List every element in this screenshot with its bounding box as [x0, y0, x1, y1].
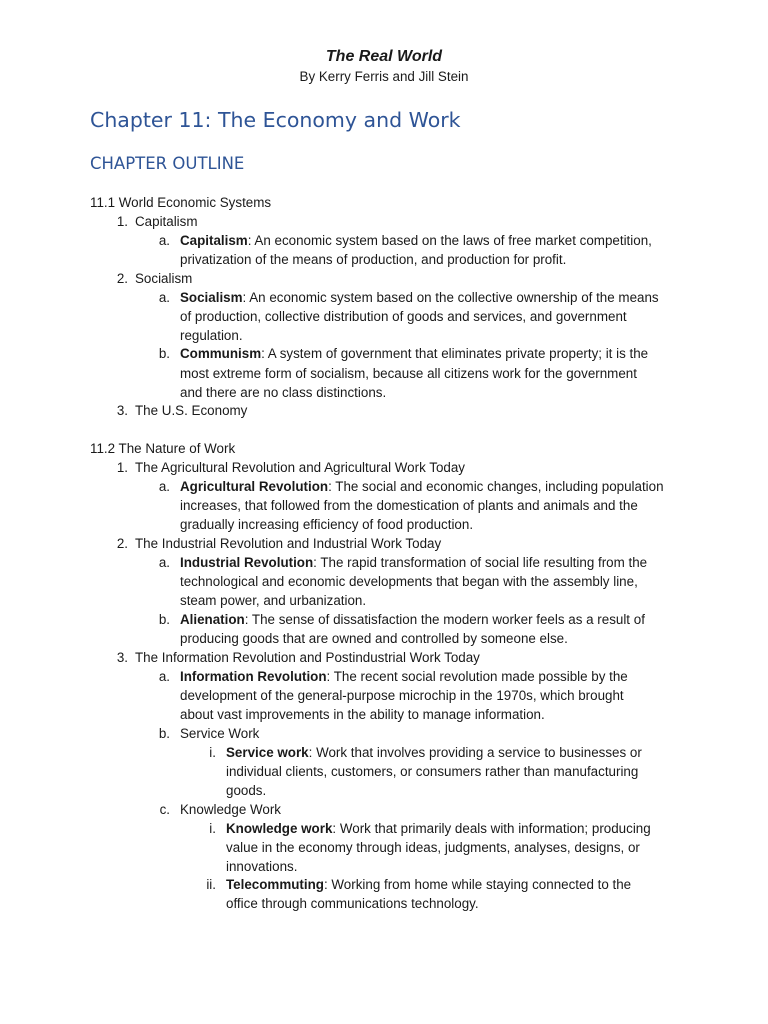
definition-line: and there are no class distinctions. — [180, 385, 387, 400]
term: Industrial Revolution — [180, 555, 314, 570]
section-heading: 11.2 The Nature of Work — [90, 441, 236, 456]
list-item: The U.S. Economy — [135, 403, 248, 418]
definition-line: regulation. — [180, 328, 243, 343]
list-number: 2. — [116, 271, 128, 286]
list-item: Knowledge Work — [180, 802, 281, 817]
section-heading: 11.1 World Economic Systems — [90, 195, 272, 210]
definition-line: of production, collective distribution of goods and services, and government — [180, 309, 627, 324]
definition-text: : An economic system based on the collective ownership of the means — [242, 290, 659, 305]
list-roman: ii. — [206, 877, 216, 892]
list-number: 3. — [116, 403, 128, 418]
list-roman: i. — [209, 745, 216, 760]
definition-text: : An economic system based on the laws of free market competition, — [247, 233, 652, 248]
definition-line: individual clients, customers, or consumers rather than manufacturing — [226, 764, 639, 779]
definition-line: privatization of the means of production, and production for profit. — [180, 252, 567, 267]
definition-text: : Working from home while staying connected to the — [323, 877, 632, 892]
definition-line: office through communications technology. — [226, 896, 479, 911]
list-number: 1. — [116, 214, 128, 229]
term: Telecommuting — [226, 877, 324, 892]
definition-text: : Work that primarily deals with information; producing — [332, 821, 651, 836]
definition-line — [180, 554, 675, 573]
definition-line — [226, 744, 681, 763]
definition-line: producing goods that are owned and controlled by someone else. — [180, 631, 568, 646]
definition-line — [180, 611, 675, 630]
list-letter: b. — [158, 346, 170, 361]
term: Information Revolution — [180, 669, 327, 684]
definition-line: most extreme form of socialism, because all citizens work for the government — [180, 366, 637, 381]
book-title: The Real World — [325, 48, 443, 65]
term: Agricultural Revolution — [180, 479, 329, 494]
list-letter: b. — [158, 726, 170, 741]
list-item: The Industrial Revolution and Industrial Work Today — [135, 536, 442, 551]
definition-line — [226, 820, 681, 839]
list-letter: b. — [158, 612, 170, 627]
list-number: 3. — [116, 650, 128, 665]
definition-text: : The social and economic changes, including population — [328, 479, 664, 494]
definition-line: steam power, and urbanization. — [180, 593, 367, 608]
term: Alienation — [180, 612, 245, 627]
book-authors: By Kerry Ferris and Jill Stein — [299, 69, 469, 84]
definition-line — [180, 478, 675, 497]
definition-text: : Work that involves providing a service to businesses or — [308, 745, 642, 760]
list-item: The Agricultural Revolution and Agricultural Work Today — [135, 460, 465, 475]
list-letter: a. — [158, 290, 170, 305]
definition-text: : A system of government that eliminates private property; it is the — [261, 346, 649, 361]
list-number: 1. — [116, 460, 128, 475]
outline-heading: CHAPTER OUTLINE — [90, 154, 245, 173]
chapter-title: Chapter 11: The Economy and Work — [90, 108, 461, 132]
list-item: Service Work — [180, 726, 260, 741]
definition-line — [180, 345, 675, 364]
list-letter: a. — [158, 555, 170, 570]
term: Service work — [226, 745, 309, 760]
definition-text: : The recent social revolution made possible by the — [326, 669, 628, 684]
definition-line: innovations. — [226, 859, 298, 874]
term: Communism — [180, 346, 262, 361]
definition-line: gradually increasing efficiency of food production. — [180, 517, 474, 532]
list-item: The Information Revolution and Postindustrial Work Today — [135, 650, 480, 665]
definition-line: development of the general-purpose microchip in the 1970s, which brought — [180, 688, 624, 703]
term: Capitalism — [180, 233, 248, 248]
list-number: 2. — [116, 536, 128, 551]
list-letter: a. — [158, 479, 170, 494]
list-letter: a. — [158, 669, 170, 684]
definition-line: technological and economic developments that began with the assembly line, — [180, 574, 638, 589]
definition-line — [180, 289, 675, 308]
list-letter: c. — [159, 802, 170, 817]
definition-text: : The rapid transformation of social life resulting from the — [313, 555, 648, 570]
list-item: Socialism — [135, 271, 193, 286]
term: Knowledge work — [226, 821, 333, 836]
definition-line — [226, 876, 681, 895]
definition-line: value in the economy through ideas, judgments, analyses, designs, or — [226, 840, 640, 855]
definition-line: about vast improvements in the ability to manage information. — [180, 707, 545, 722]
definition-line — [180, 668, 675, 687]
definition-text: : The sense of dissatisfaction the modern worker feels as a result of — [244, 612, 645, 627]
list-roman: i. — [209, 821, 216, 836]
list-item: Capitalism — [135, 214, 198, 229]
definition-line: goods. — [226, 783, 267, 798]
list-letter: a. — [158, 233, 170, 248]
term: Socialism — [180, 290, 243, 305]
definition-line — [180, 232, 675, 251]
definition-line: increases, that followed from the domestication of plants and animals and the — [180, 498, 638, 513]
